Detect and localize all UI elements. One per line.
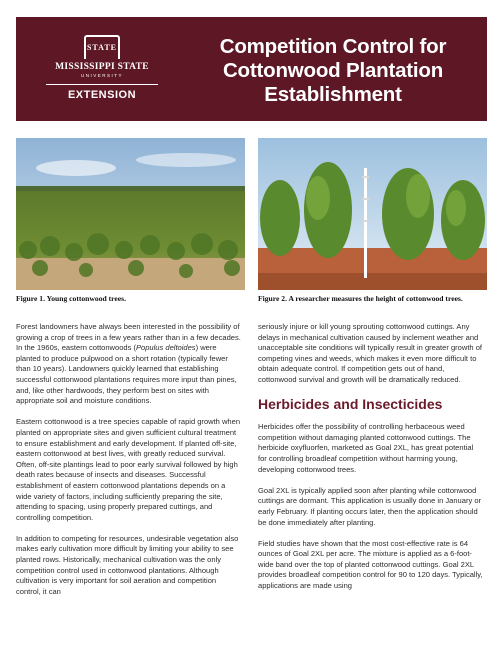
header-banner xyxy=(16,17,487,121)
seal-text: STATE xyxy=(86,43,118,52)
logo-university-name: MISSISSIPPI STATE xyxy=(55,62,149,72)
figure-1-photo xyxy=(16,138,245,290)
title-line-1: Competition Control for xyxy=(219,35,447,58)
paragraph-herbicides: Herbicides offer the possibility of controlling herbaceous weed competition without damaging planted cottonwood cuttings. The herbicide oxyfluorfen, marketed as Goal 2XL, has great potential for controlling broadleaf competition without harming young, developing cottonwood trees. xyxy=(258,422,474,474)
species-name: Populus deltoides xyxy=(136,343,196,353)
paragraph-eastern-cottonwood: Eastern cottonwood is a tree species capable of rapid growth when planted on appropriate sites and given sufficient cultural treatment to ensure establishment and early development. If planted off-site, eastern cottonwood at best lives, with greatly reduced survival. Often, off-site plantings lead to poor early survival followed by high death rates because of insects and diseases. Successful establishment of eastern cottonwood plantations depends on a wide variety of factors, including sufficiently preparing the site, attending to spacing, using properly prepared cuttings, and controlling competition. xyxy=(16,417,241,522)
msu-extension-logo xyxy=(38,35,166,115)
title-line-2: Cottonwood Plantation xyxy=(222,59,444,82)
figure-1-caption: Figure 1. Young cottonwood trees. xyxy=(16,294,126,303)
intro-text-b: ) were planted to produce pulpwood on a short rotation (typically fewer than 10 years). Landowners quickly learned that establishing successful cottonwood plantations requires more input than pines, and, like other hardwoods, they perform best on sites with appropriate soil and moisture conditions. xyxy=(16,343,237,406)
state-seal-icon xyxy=(84,35,120,59)
logo-subline: UNIVERSITY xyxy=(80,73,123,78)
logo-divider xyxy=(46,84,158,85)
section-heading: Herbicides and Insecticides xyxy=(258,396,443,413)
page-title xyxy=(192,35,474,107)
intro-text-a: Forest landowners have always been interested in the possibility of growing a crop of trees in a few years rather than in a few decades. In the 1960s, eastern cottonwoods ( xyxy=(16,322,241,353)
title-line-3: Establishment xyxy=(264,83,402,106)
right-column xyxy=(258,322,484,602)
paragraph-goal-application: Goal 2XL is typically applied soon after planting while cottonwood cuttings are dormant. This application is usually done in January or early February. If planting occurs later, then the application should be done immediately after planting. xyxy=(258,485,482,527)
figure-2-caption: Figure 2. A researcher measures the height of cottonwood trees. xyxy=(258,294,463,303)
paragraph-intro xyxy=(16,322,242,407)
left-column xyxy=(16,322,242,608)
paragraph-cultivation: seriously injure or kill young sprouting cottonwood cuttings. Any delays in mechanical cultivation caused by inclement weather and unacceptable site conditions will typically result in greater growth of competing vines and weeds, which makes it even more difficult to obtain adequate control. If competition gets out of hand, cottonwood survival and growth will be dramatically reduced. xyxy=(258,322,483,384)
logo-extension: EXTENSION xyxy=(67,89,137,101)
paragraph-competition: In addition to competing for resources, undesirable vegetation also makes early cultivation more difficult by limiting your ability to see planted rows. Historically, mechanical cultivation was the only competition control used in cottonwood plantations. Although cultivation is very important for soil aeration and competition control, it can xyxy=(16,533,239,596)
figure-2-photo xyxy=(258,138,487,290)
paragraph-field-studies: Field studies have shown that the most cost-effective rate is 64 ounces of Goal 2XL per acre. The mixture is applied as a 6-foot-wide band over the top of planted cottonwood cuttings. Goal 2XL provides broadleaf competition control for 90 to 120 days. Typically, applications are made using xyxy=(258,538,483,591)
